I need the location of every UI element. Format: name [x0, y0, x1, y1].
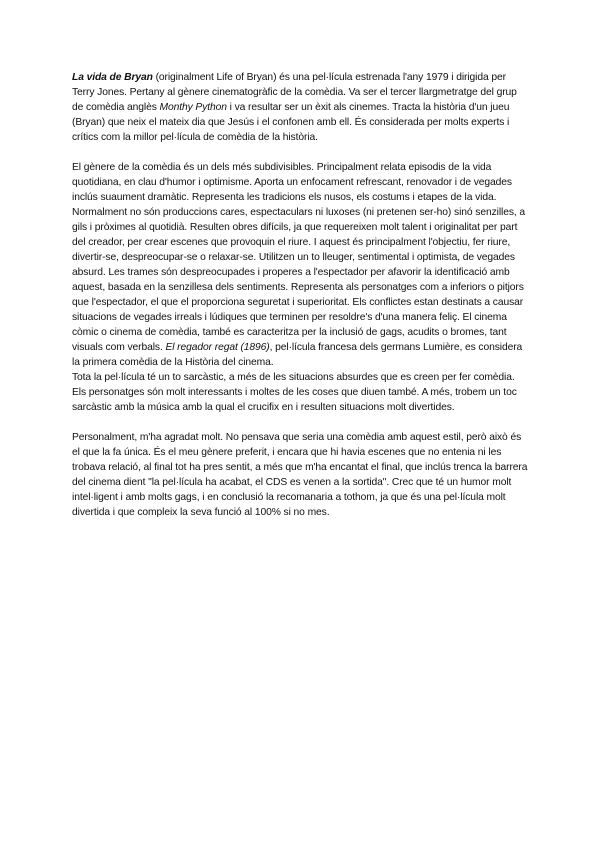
intro-text-1: (originalment Life of Bryan) és una pel·lícula estrenada l'any 1979 i dirigida per Terry Jones. Pertany al gènere cinematogràfic de la comèdia. Va ser el tercer llargmetratge del grup de comèdia anglès: [72, 72, 517, 113]
document-body: [72, 70, 528, 520]
genre-text-1: El gènere de la comèdia és un dels més subdivisibles. Principalment relata episodis de la vida quotidiana, en clau d'humor i optimisme. Aporta un enfocament refrescant, renovador i de vegades inclús suaument dramàtic. Representa les tradicions els nusos, els costums i etapes de la vida. Normalment no són produccions cares, espectaculars ni luxoses (ni pretenen ser-ho) sinó senzilles, a gils i pròximes al quotidià. Resulten obres difícils, ja que requereixen molt talent i originalitat per part del creador, per crear escenes que provoquin el riure. I aquest és principalment l'objectiu, fer riure, divertir-se, despreocupar-se o relaxar-se. Utilitzen un to lleuger, sentimental i optimista, de vegades absurd. Les trames són despreocupades i properes a l'espectador per afavorir la identificació amb aquest, basada en la senzillesa dels sentiments. Representa als personatges com a inferiors o pitjors que l'espectador, el que el proporciona seguretat i superioritat. Els conflictes estan destinats a causar situacions de vegades irreals i lúdiques que terminen per resoldre's d'una manera feliç. El cinema còmic o cinema de comèdia, també es caracteritza per la inclusió de gags, acudits o bromes, tant visuals com verbals.: [72, 162, 526, 353]
paragraph-gap: [72, 415, 528, 430]
first-comedy-title: El regador regat (1896): [165, 342, 270, 353]
tone-paragraph: Tota la pel·lícula té un to sarcàstic, a més de les situacions absurdes que es creen per fer comèdia. Els personatges són molt interessants i moltes de les coses que diuen també. A més, trobem un toc sarcàstic amb la música amb la qual el crucifix en i resulten situacions molt divertides.: [72, 372, 517, 413]
genre-text-2: , pel·lícula francesa dels germans Lumière, es considera la primera comèdia de la Història del cinema.: [72, 342, 523, 368]
paragraph-gap: [72, 145, 528, 160]
intro-paragraph: [72, 70, 528, 145]
intro-text-2: i va resultar ser un èxit als cinemes. Tracta la història d'un jueu (Bryan) que neix el mateix dia que Jesús i el confonen amb ell. És considerada per molts experts i crítics com la millor pel·lícula de comèdia de la història.: [72, 102, 510, 143]
film-title: La vida de Bryan: [72, 72, 153, 83]
genre-paragraph: [72, 160, 528, 370]
group-name: Monthy Python: [159, 102, 227, 113]
opinion-paragraph: Personalment, m'ha agradat molt. No pensava que seria una comèdia amb aquest estil, però això és el que la fa única. És el meu gènere preferit, i encara que hi havia escenes que no entenia ni les trobava relació, al final tot ha pres sentit, a més que m'ha encantat el final, que inclús trenca la barrera del cinema dient "la pel·lícula ha acabat, el CDS es venen a la sortida". Crec que té un humor molt intel·ligent i amb molts gags, i en conclusió la recomanaria a tothom, ja que és una pel·lícula molt divertida i que compleix la seva funció al 100% si no mes.: [72, 432, 528, 518]
